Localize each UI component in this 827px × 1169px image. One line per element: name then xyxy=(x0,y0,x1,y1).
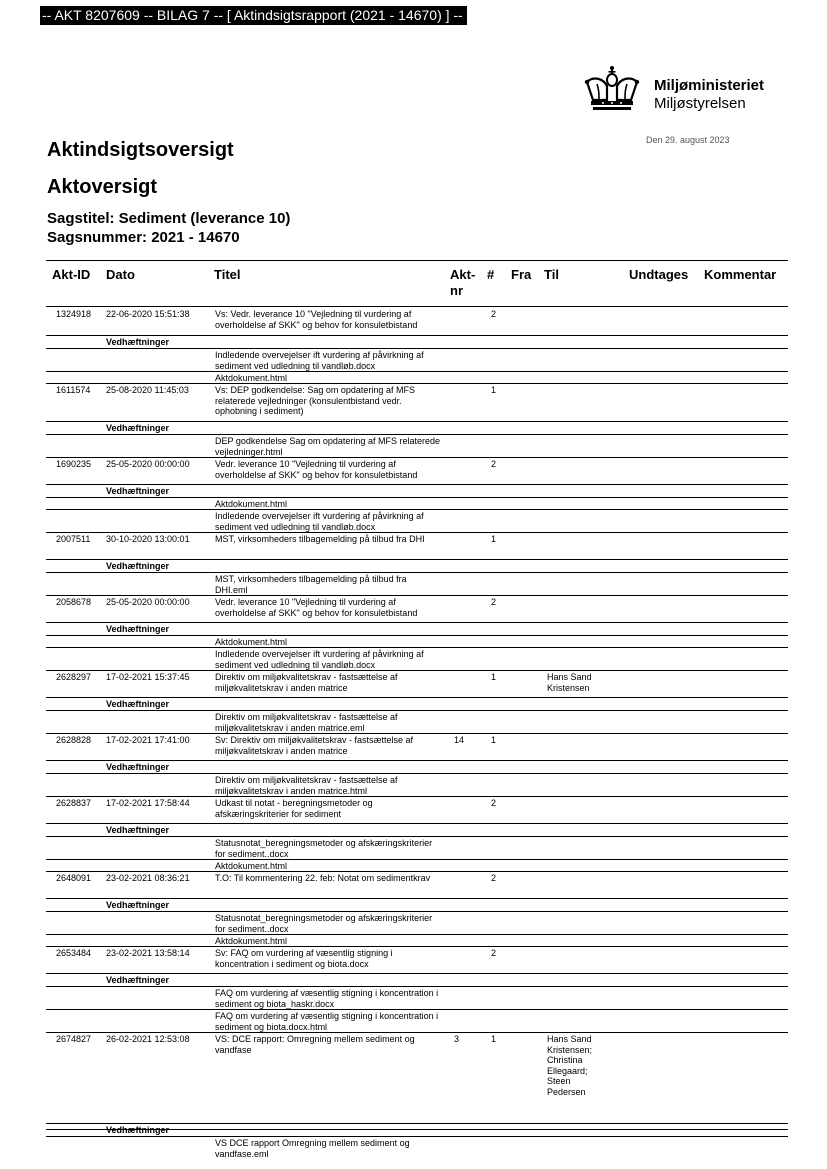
record-id: 2007511 xyxy=(56,534,91,544)
attachments-header-row xyxy=(46,484,788,497)
attachments-label: Vedhæftninger xyxy=(106,486,170,496)
attachment-filename: Indledende overvejelser ift vurdering af påvirkning af sediment ved udledning til vandløb.docx xyxy=(215,511,424,532)
attachment-row xyxy=(46,348,788,371)
record-title: MST, virksomheders tilbagemelding på tilbud fra DHI xyxy=(215,534,425,544)
document-banner: -- AKT 8207609 -- BILAG 7 -- [ Aktindsigtsrapport (2021 - 14670) ] -- xyxy=(40,6,467,25)
record-date: 26-02-2021 12:53:08 xyxy=(106,1034,190,1044)
column-header-comment: Kommentar xyxy=(704,267,777,282)
attachments-label: Vedhæftninger xyxy=(106,825,170,835)
attachments-header-row xyxy=(46,335,788,348)
record-number: 2 xyxy=(491,873,497,883)
record-date: 23-02-2021 13:58:14 xyxy=(106,948,190,958)
attachments-header-row xyxy=(46,622,788,635)
table-row xyxy=(46,946,788,973)
record-title: Vedr. leverance 10 "Vejledning til vurdering af overholdelse af SKK" og behov for konsuletbistand xyxy=(215,597,418,618)
record-id: 2653484 xyxy=(56,948,92,958)
record-number: 1 xyxy=(491,735,497,745)
attachment-row xyxy=(46,836,788,859)
attachment-filename: Direktiv om miljøkvalitetskrav - fastsættelse af miljøkvalitetskrav i anden matrice.eml xyxy=(215,712,398,733)
record-title: VS: DCE rapport: Omregning mellem sediment og vandfase xyxy=(215,1034,415,1055)
attachment-filename: Aktdokument.html xyxy=(215,861,288,871)
record-title: Vs: Vedr. leverance 10 "Vejledning til vurdering af overholdelse af SKK" og behov for konsuletbistand xyxy=(215,309,418,330)
column-header-number: # xyxy=(487,267,495,282)
attachments-header-row xyxy=(46,760,788,773)
table-bottom-rule xyxy=(46,1129,788,1130)
record-date: 25-05-2020 00:00:00 xyxy=(106,597,190,607)
record-date: 17-02-2021 17:58:44 xyxy=(106,798,190,808)
attachments-label: Vedhæftninger xyxy=(106,699,170,709)
record-title: Vedr. leverance 10 "Vejledning til vurdering af overholdelse af SKK" og behov for konsuletbistand xyxy=(215,459,418,480)
record-id: 2648091 xyxy=(56,873,92,883)
table-row xyxy=(46,796,788,823)
attachment-row xyxy=(46,934,788,946)
attachments-label: Vedhæftninger xyxy=(106,624,170,634)
attachments-label: Vedhæftninger xyxy=(106,337,170,347)
table-row xyxy=(46,670,788,697)
record-title: Sv: FAQ om vurdering af væsentlig stigning i koncentration i sediment og biota.docx xyxy=(215,948,393,969)
record-id: 2628837 xyxy=(56,798,92,808)
attachments-header-row xyxy=(46,697,788,710)
record-title: Sv: Direktiv om miljøkvalitetskrav - fastsættelse af miljøkvalitetskrav i anden matrice xyxy=(215,735,414,756)
attachment-row xyxy=(46,635,788,647)
page-title: Aktindsigtsoversigt xyxy=(47,139,234,161)
record-id: 2628828 xyxy=(56,735,92,745)
attachment-row xyxy=(46,773,788,796)
attachment-filename: MST, virksomheders tilbagemelding på tilbud fra DHI.eml xyxy=(215,574,407,595)
column-header-aktnr: Akt-nr xyxy=(450,267,476,298)
attachments-header-row xyxy=(46,559,788,572)
attachment-filename: Aktdokument.html xyxy=(215,499,288,509)
column-header-to: Til xyxy=(544,267,559,282)
attachments-header-row xyxy=(46,973,788,986)
record-id: 1690235 xyxy=(56,459,92,469)
attachment-row xyxy=(46,710,788,733)
attachment-filename: FAQ om vurdering af væsentlig stigning i koncentration i sediment og biota_haskr.docx xyxy=(215,988,439,1009)
attachment-row xyxy=(46,859,788,871)
table-row xyxy=(46,733,788,760)
record-id: 2674827 xyxy=(56,1034,92,1044)
attachment-filename: Indledende overvejelser ift vurdering af påvirkning af sediment ved udledning til vandløb.docx xyxy=(215,350,424,371)
table-row xyxy=(46,595,788,622)
table-header xyxy=(46,267,788,303)
record-number: 2 xyxy=(491,309,497,319)
attachments-label: Vedhæftninger xyxy=(106,900,170,910)
table-row xyxy=(46,383,788,421)
record-title: Vs: DEP godkendelse: Sag om opdatering af MFS relaterede vejledninger (konsulentbistand vedr. ophobning i sediment) xyxy=(215,385,415,417)
record-date: 30-10-2020 13:00:01 xyxy=(106,534,190,544)
attachment-row xyxy=(46,1009,788,1032)
record-title: T.O: Til kommentering 22. feb: Notat om sedimentkrav xyxy=(215,873,431,883)
table-top-rule xyxy=(46,260,788,261)
column-header-exempt: Undtages xyxy=(629,267,689,282)
table-row xyxy=(46,1032,788,1123)
attachment-row xyxy=(46,986,788,1009)
attachments-label: Vedhæftninger xyxy=(106,561,170,571)
record-number: 1 xyxy=(491,534,497,544)
column-header-date: Dato xyxy=(106,267,135,282)
attachments-header-row xyxy=(46,898,788,911)
attachment-filename: Statusnotat_beregningsmetoder og afskæringskriterier for sediment..docx xyxy=(215,913,433,934)
record-number: 1 xyxy=(491,672,497,682)
record-number: 2 xyxy=(491,798,497,808)
record-id: 1611574 xyxy=(56,385,91,395)
attachment-filename: Indledende overvejelser ift vurdering af påvirkning af sediment ved udledning til vandløb.docx xyxy=(215,649,424,670)
record-date: 17-02-2021 15:37:45 xyxy=(106,672,190,682)
ministry-name: Miljøministeriet xyxy=(654,77,765,94)
record-to: Hans Sand Kristensen; Christina Ellegaard; Steen Pedersen xyxy=(547,1034,593,1097)
record-id: 2058678 xyxy=(56,597,92,607)
record-id: 1324918 xyxy=(56,309,92,319)
record-aktnr: 14 xyxy=(454,735,465,745)
attachment-filename: Statusnotat_beregningsmetoder og afskæringskriterier for sediment..docx xyxy=(215,838,433,859)
attachments-header-row xyxy=(46,823,788,836)
record-number: 2 xyxy=(491,597,497,607)
attachment-row xyxy=(46,497,788,509)
record-aktnr: 3 xyxy=(454,1034,460,1044)
document-date: Den 29. august 2023 xyxy=(646,135,730,145)
record-number: 1 xyxy=(491,1034,497,1044)
record-title: Direktiv om miljøkvalitetskrav - fastsættelse af miljøkvalitetskrav i anden matrice xyxy=(215,672,398,693)
table-row xyxy=(46,532,788,559)
table-row xyxy=(46,457,788,484)
table-row xyxy=(46,308,788,335)
attachment-row xyxy=(46,371,788,383)
attachments-label: Vedhæftninger xyxy=(106,975,170,985)
attachment-row xyxy=(46,1136,788,1159)
attachment-row xyxy=(46,647,788,670)
record-title: Udkast til notat - beregningsmetoder og afskæringskriterier for sediment xyxy=(215,798,373,819)
record-date: 23-02-2021 08:36:21 xyxy=(106,873,190,883)
table-row xyxy=(46,871,788,898)
attachments-label: Vedhæftninger xyxy=(106,423,170,433)
record-number: 1 xyxy=(491,385,497,395)
attachment-filename: FAQ om vurdering af væsentlig stigning i koncentration i sediment og biota.docx.html xyxy=(215,1011,439,1032)
attachment-filename: VS DCE rapport Omregning mellem sediment og vandfase.eml xyxy=(215,1138,410,1159)
attachments-header-row xyxy=(46,421,788,434)
attachment-filename: Aktdokument.html xyxy=(215,637,288,647)
attachment-row xyxy=(46,911,788,934)
agency-name: Miljøstyrelsen xyxy=(654,95,746,112)
record-date: 17-02-2021 17:41:00 xyxy=(106,735,190,745)
case-title: Sagstitel: Sediment (leverance 10) xyxy=(47,210,291,227)
header-rule xyxy=(46,306,788,307)
record-id: 2628297 xyxy=(56,672,92,682)
record-date: 25-05-2020 00:00:00 xyxy=(106,459,190,469)
attachment-filename: Aktdokument.html xyxy=(215,936,288,946)
page-subtitle: Aktoversigt xyxy=(47,176,158,198)
attachment-filename: Direktiv om miljøkvalitetskrav - fastsættelse af miljøkvalitetskrav i anden matrice.html xyxy=(215,775,398,796)
record-to: Hans Sand Kristensen xyxy=(547,672,592,693)
record-date: 22-06-2020 15:51:38 xyxy=(106,309,190,319)
crown-icon xyxy=(583,64,641,114)
case-number: Sagsnummer: 2021 - 14670 xyxy=(47,229,240,246)
record-number: 2 xyxy=(491,459,497,469)
attachment-row xyxy=(46,572,788,595)
record-date: 25-08-2020 11:45:03 xyxy=(106,385,189,395)
records-table xyxy=(46,308,788,1159)
attachment-row xyxy=(46,509,788,532)
column-header-from: Fra xyxy=(511,267,532,282)
attachments-label: Vedhæftninger xyxy=(106,762,170,772)
attachment-filename: DEP godkendelse Sag om opdatering af MFS relaterede vejledninger.html xyxy=(215,436,440,457)
ministry-logo xyxy=(583,64,793,124)
attachment-row xyxy=(46,434,788,457)
record-number: 2 xyxy=(491,948,497,958)
attachment-filename: Aktdokument.html xyxy=(215,373,288,383)
column-header-id: Akt-ID xyxy=(52,267,91,282)
attachments-label: Vedhæftninger xyxy=(106,1125,170,1135)
column-header-title: Titel xyxy=(214,267,241,282)
